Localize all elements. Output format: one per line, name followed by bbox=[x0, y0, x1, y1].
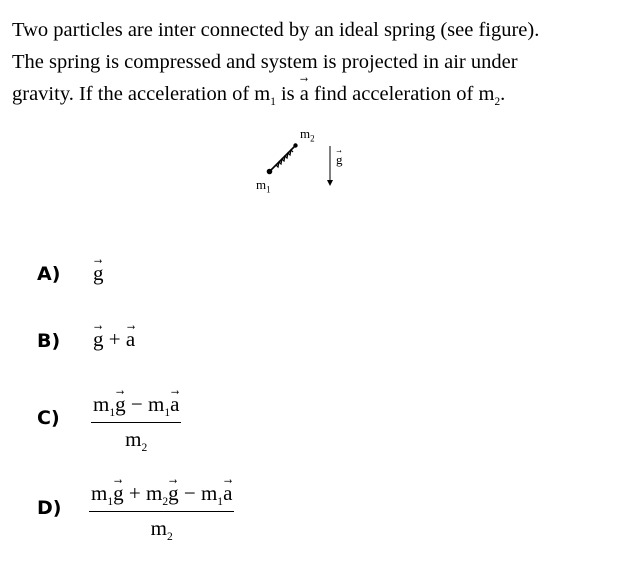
vector-a: → a bbox=[126, 327, 135, 352]
option-b-expression[interactable] bbox=[93, 327, 135, 352]
label-g: → g bbox=[336, 152, 343, 168]
mass-m2 bbox=[293, 143, 297, 147]
spring-figure bbox=[250, 124, 360, 204]
question-text bbox=[12, 14, 612, 118]
numerator: $m_1\to g + m_2\to g - m_1\to a$ bbox=[89, 481, 234, 512]
spring-coil bbox=[276, 150, 293, 167]
label-m2: $m_2$ bbox=[300, 126, 315, 144]
m1-subscript: 1 bbox=[270, 96, 276, 109]
question-line-2: The spring is compressed and system is projected in air under bbox=[12, 51, 518, 73]
option-b-letter[interactable]: B) bbox=[37, 330, 61, 352]
option-a-letter[interactable]: A) bbox=[37, 263, 61, 285]
vector-g: → g bbox=[93, 327, 104, 352]
option-c-letter[interactable]: C) bbox=[37, 407, 60, 429]
option-d-expression[interactable] bbox=[89, 481, 234, 543]
vector-g: → g bbox=[93, 261, 104, 286]
option-d-letter[interactable]: D) bbox=[37, 497, 62, 519]
option-a-expression[interactable] bbox=[93, 261, 104, 286]
gravity-arrow-head bbox=[327, 180, 333, 186]
question-line-3-mid: is bbox=[275, 83, 300, 105]
plus-sign: + bbox=[103, 327, 126, 351]
question-line-3-post: find acceleration of m bbox=[308, 83, 495, 105]
fraction bbox=[89, 481, 234, 543]
fraction bbox=[91, 392, 181, 454]
option-c-expression[interactable] bbox=[91, 392, 181, 454]
question-line-3 bbox=[12, 78, 612, 118]
denominator: $m_2$ bbox=[125, 427, 148, 455]
question-line-1: Two particles are inter connected by an ideal spring (see figure). bbox=[12, 19, 540, 41]
m2-subscript: 2 bbox=[494, 96, 501, 109]
mass-m1 bbox=[267, 169, 273, 175]
question-line-3-start: gravity. If the acceleration of m bbox=[12, 83, 271, 105]
denominator: $m_2$ bbox=[150, 516, 173, 544]
numerator: $m_1\to g - m_1\to a$ bbox=[91, 392, 181, 423]
label-m1: $m_1$ bbox=[256, 177, 271, 195]
vector-a: → a bbox=[300, 78, 309, 110]
question-line-3-end: . bbox=[500, 83, 506, 105]
